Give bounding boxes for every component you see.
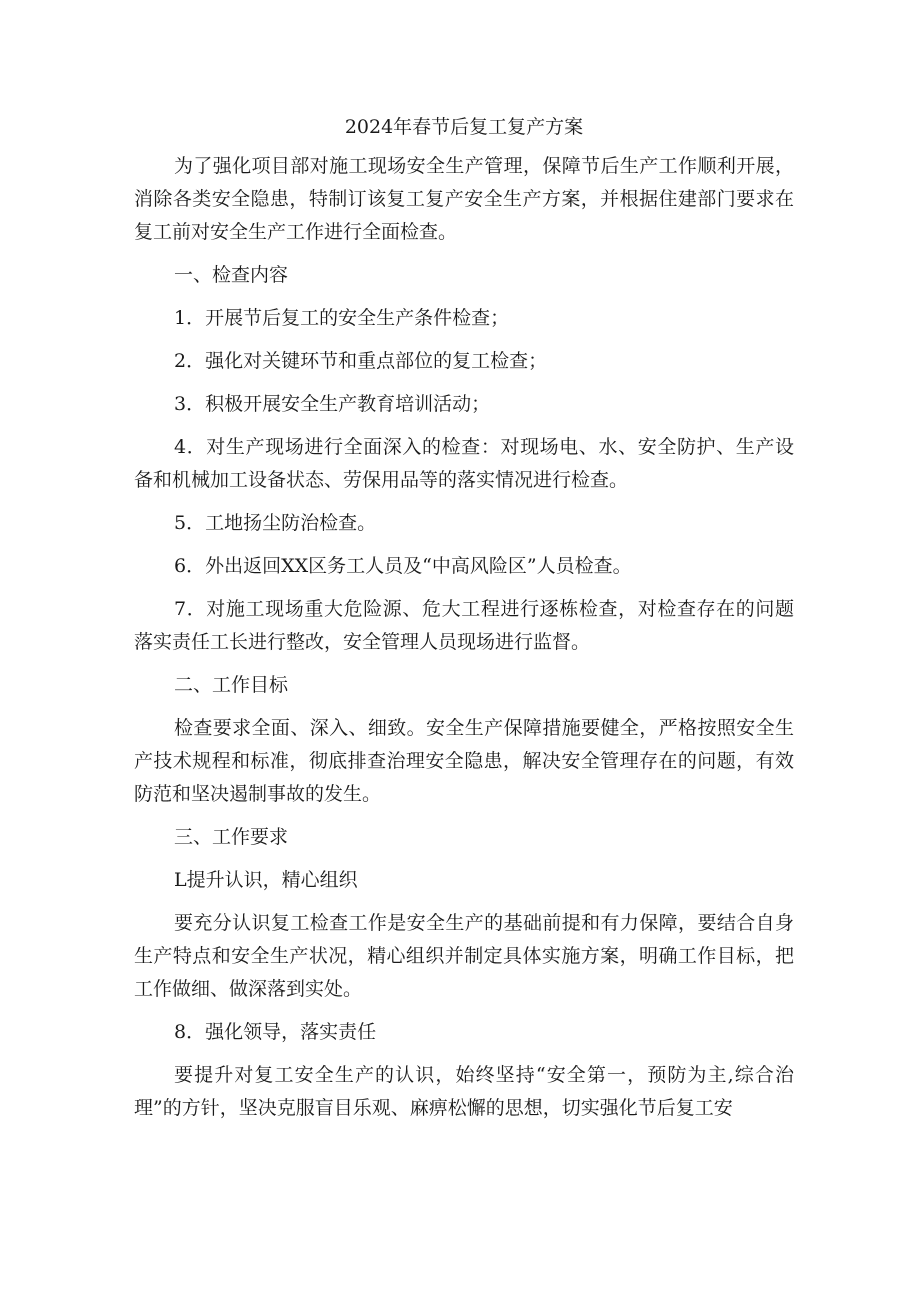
document-body: [134, 112, 794, 1135]
document-title: 2024年春节后复工复产方案: [344, 116, 584, 138]
list-item-4: 4．对生产现场进行全面深入的检查：对现场电、水、安全防护、生产设备和机械加工设备状态、劳保用品等的落实情况进行检查。: [134, 436, 794, 491]
heading-inspection-content: 一、检查内容: [174, 264, 289, 286]
list-item-7: 7．对施工现场重大危险源、危大工程进行逐栋检查，对检查存在的问题落实责任工长进行整改，安全管理人员现场进行监督。: [134, 598, 794, 653]
list-item-2: 2．强化对关键环节和重点部位的复工检查；: [174, 350, 548, 372]
list-item-6: 6．外出返回XX区务工人员及“中高风险区”人员检查。: [174, 555, 632, 577]
list-item-3: 3．积极开展安全生产教育培训活动；: [174, 393, 491, 415]
list-item-1: 1．开展节后复工的安全生产条件检查；: [174, 307, 510, 329]
paragraph-leadership: 要提升对复工安全生产的认识，始终坚持“安全第一，预防为主,综合治理”的方针，坚决克服盲目乐观、麻痹松懈的思想，切实强化节后复工安: [134, 1064, 794, 1119]
paragraph-awareness: 要充分认识复工检查工作是安全生产的基础前提和有力保障，要结合自身生产特点和安全生产状况，精心组织并制定具体实施方案，明确工作目标，把工作做细、做深落到实处。: [134, 912, 794, 1000]
subheading-awareness: L提升认识，精心组织: [174, 869, 358, 891]
subheading-leadership: 8．强化领导，落实责任: [174, 1021, 377, 1043]
heading-work-goals: 二、工作目标: [174, 674, 289, 696]
paragraph-goals: 检查要求全面、深入、细致。安全生产保障措施要健全，严格按照安全生产技术规程和标准，彻底排查治理安全隐患，解决安全管理存在的问题，有效防范和坚决遏制事故的发生。: [134, 717, 794, 805]
paragraph-intro: 为了强化项目部对施工现场安全生产管理，保障节后生产工作顺利开展，消除各类安全隐患，特制订该复工复产安全生产方案，并根据住建部门要求在复工前对安全生产工作进行全面检查。: [134, 155, 794, 243]
list-item-5: 5．工地扬尘防治检查。: [174, 512, 377, 534]
heading-work-requirements: 三、工作要求: [174, 826, 289, 848]
